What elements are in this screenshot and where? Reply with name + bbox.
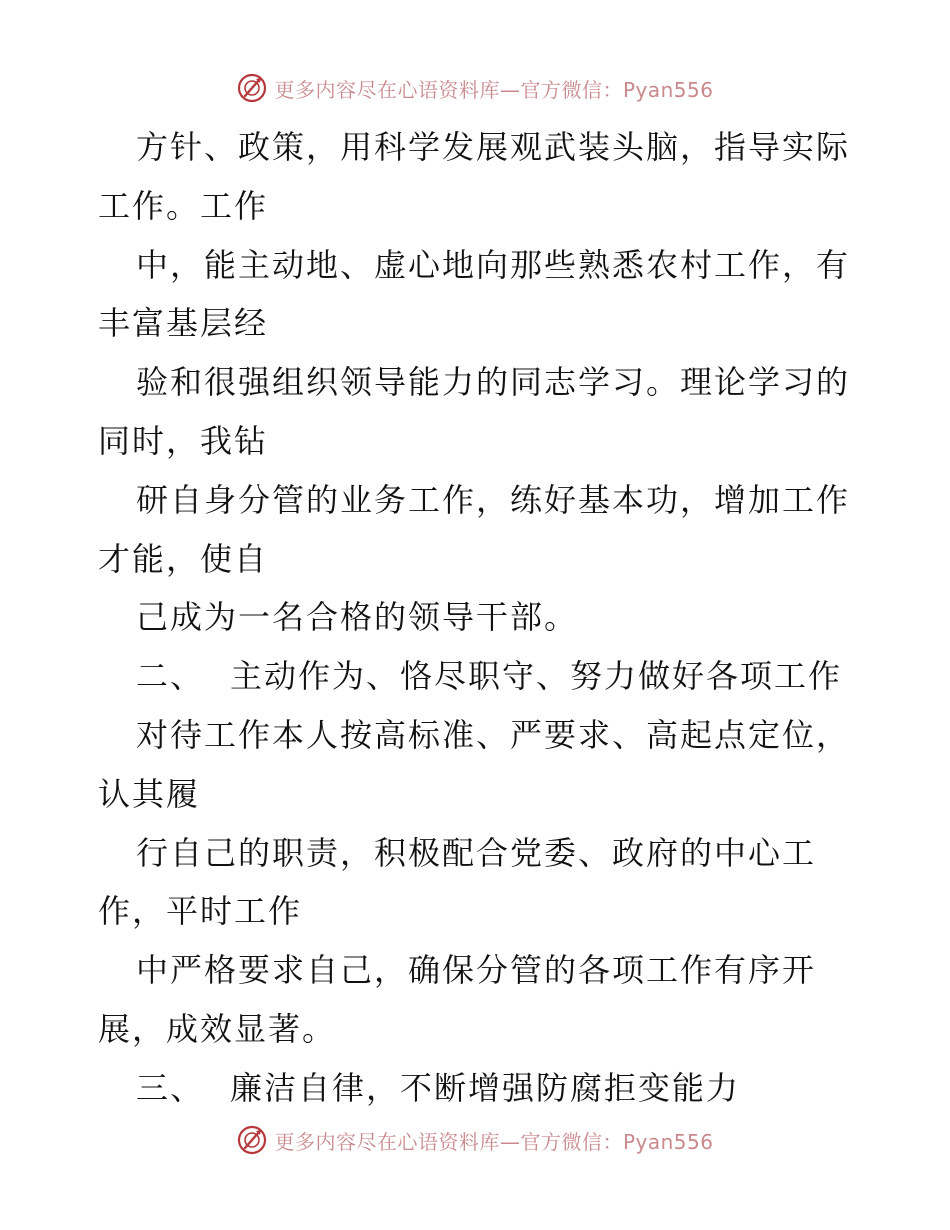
text-line: 研自身分管的业务工作，练好基本功，增加工作 bbox=[136, 480, 851, 519]
logo-icon bbox=[236, 1124, 268, 1156]
heading-text: 廉洁自律，不断增强防腐拒变能力 bbox=[230, 1068, 741, 1107]
text-line: 中，能主动地、虚心地向那些熟悉农村工作，有 bbox=[136, 245, 851, 284]
text-line: 展，成效显著。 bbox=[98, 1009, 337, 1048]
text-line: 中严格要求自己，确保分管的各项工作有序开 bbox=[136, 951, 817, 990]
heading-number: 二、 bbox=[136, 657, 205, 696]
text-line: 验和很强组织领导能力的同志学习。理论学习的 bbox=[136, 363, 851, 402]
text-line: 方针、政策，用科学发展观武装头脑，指导实际 bbox=[136, 128, 851, 166]
text-line: 认其履 bbox=[98, 774, 201, 813]
heading-number: 三、 bbox=[136, 1068, 205, 1107]
section-heading-three bbox=[98, 1059, 858, 1118]
section-heading-two bbox=[98, 647, 858, 706]
header-watermark bbox=[0, 72, 950, 104]
logo-icon bbox=[236, 72, 268, 104]
text-line: 作，平时工作 bbox=[98, 892, 303, 931]
text-line: 同时，我钻 bbox=[98, 421, 269, 460]
text-line: 己成为一名合格的领导干部。 bbox=[136, 598, 579, 637]
text-line: 丰富基层经 bbox=[98, 304, 269, 343]
watermark-text: 更多内容尽在心语资料库—官方微信：Pyan556 bbox=[274, 77, 714, 102]
footer-watermark bbox=[0, 1124, 950, 1156]
text-line: 工作。工作 bbox=[98, 186, 269, 225]
text-line: 行自己的职责，积极配合党委、政府的中心工 bbox=[136, 833, 817, 872]
document-body bbox=[98, 118, 858, 1118]
text-line: 才能，使自 bbox=[98, 539, 269, 578]
heading-text: 主动作为、恪尽职守、努力做好各项工作 bbox=[230, 657, 843, 696]
watermark-text: 更多内容尽在心语资料库—官方微信：Pyan556 bbox=[274, 1129, 714, 1154]
text-line: 对待工作本人按高标准、严要求、高起点定位， bbox=[136, 715, 851, 754]
